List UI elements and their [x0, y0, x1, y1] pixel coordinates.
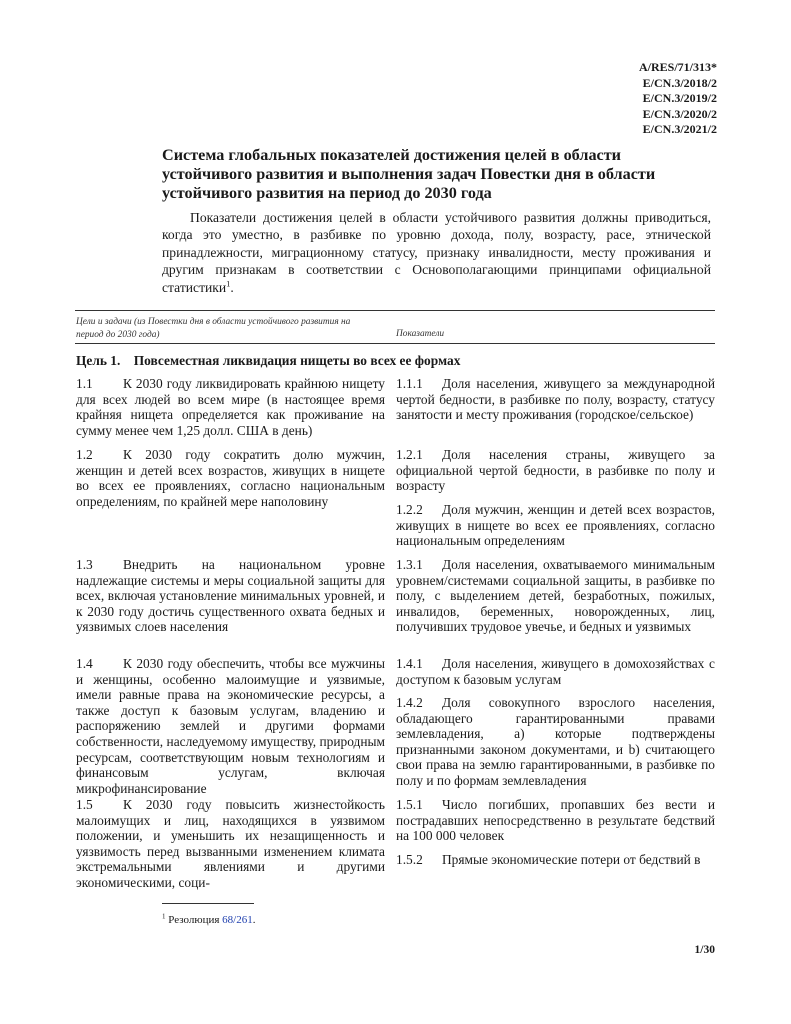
intro-text: Показатели достижения целей в области устойчивого развития должны приводиться, когда это уместно, в разбивке по уровню дохода, полу, возрасту, расе, этнической принадлежности, миграционному статусу, признаку инвалидности, месту проживания и другим признакам в соответствии с Основополагающими принципами официальной статистики	[162, 210, 711, 295]
column-header-goals: Цели и задачи (из Повестки дня в области устойчивого развития на период до 2030 года)	[76, 317, 351, 340]
page-number: 1/30	[694, 944, 715, 956]
indicator-text: Доля мужчин, женщин и детей всех возрастов, живущих в нищете во всех ее проявлениях, согласно национальным определениям	[396, 502, 715, 549]
doc-symbol: A/RES/71/313*	[638, 60, 717, 74]
target-text: Внедрить на национальном уровне надлежащие системы и меры социальной защиты для всех, включая установление минимальных уровней, и к 2030 году достичь существенного охвата бедных и уязвимых слоев населения	[76, 557, 385, 635]
indicator-row	[396, 852, 715, 868]
goal-heading: Цель 1. Повсеместная ликвидация нищеты во всех ее формах	[76, 353, 461, 368]
indicator-row	[396, 797, 715, 844]
indicator-row	[396, 557, 715, 635]
indicator-number: 1.5.1	[396, 797, 423, 812]
intro-paragraph	[162, 209, 711, 296]
indicator-text: Доля совокупного взрослого населения, обладающего гарантированными правами землевладения, а) которые подтверждены признанными законом документами, и b) считающего свои права на землю гарантированными, в разбивке по полу и по формам землевладения	[396, 695, 715, 788]
indicator-text: Доля населения, охватываемого минимальным уровнем/системами социальной защиты, в разбивке по полу, с выделением детей, безработных, пожилых, инвалидов, беременных, новорожденных, лиц, получивших трудовое увечье, и бедных и уязвимых	[396, 557, 715, 635]
target-row	[76, 557, 385, 635]
target-number: 1.2	[76, 447, 93, 462]
indicator-number: 1.3.1	[396, 557, 423, 572]
target-row	[76, 656, 385, 796]
target-number: 1.4	[76, 656, 93, 671]
target-row	[76, 447, 385, 509]
table-header-rule	[75, 343, 715, 344]
indicator-text: Прямые экономические потери от бедствий в	[442, 852, 701, 867]
footnote-mark: 1	[162, 912, 166, 921]
footnote-end: .	[252, 914, 256, 926]
resolution-link[interactable]: 68/261	[222, 914, 253, 926]
document-symbols	[639, 60, 717, 138]
footnote-label: Резолюция	[168, 914, 220, 926]
indicator-text: Доля населения страны, живущего за официальной чертой бедности, в разбивке по полу и возрасту	[396, 447, 715, 494]
doc-symbol: E/CN.3/2020/2	[642, 106, 717, 121]
indicator-text: Число погибших, пропавших без вести и пострадавших непосредственно в результате бедствий на 100 000 человек	[396, 797, 715, 844]
target-row	[76, 797, 385, 891]
footnote	[162, 913, 255, 927]
intro-end: .	[230, 279, 234, 295]
indicator-number: 1.1.1	[396, 376, 423, 391]
target-text: К 2030 году повысить жизнестойкость малоимущих и лиц, находящихся в уязвимом положении, и уменьшить их незащищенность и уязвимость перед вызванными изменением климата экстремальными явлениями и другими экономическими, соци-	[76, 797, 385, 890]
indicator-number: 1.5.2	[396, 852, 423, 867]
indicator-row	[396, 447, 715, 494]
doc-symbol: E/CN.3/2021/2	[642, 122, 717, 136]
document-title: Система глобальных показателей достижения целей в области устойчивого развития и выполнения задач Повестки дня в области устойчивого развития на период до 2030 года	[162, 146, 656, 202]
column-header-indicators: Показатели	[396, 329, 445, 339]
indicator-number: 1.2.1	[396, 447, 423, 462]
target-row	[76, 376, 385, 438]
doc-symbol: E/CN.3/2018/2	[642, 75, 717, 90]
indicator-row	[396, 656, 715, 687]
indicator-text: Доля населения, живущего в домохозяйствах с доступом к базовым услугам	[396, 656, 715, 687]
target-number: 1.5	[76, 797, 93, 812]
footnote-reference[interactable]: 1	[226, 278, 231, 289]
target-text: К 2030 году сократить долю мужчин, женщин и детей всех возрастов, живущих в нищете во всех ее проявлениях, согласно национальным определениям, по крайней мере наполовину	[76, 447, 385, 509]
doc-symbol: E/CN.3/2019/2	[642, 91, 717, 105]
table-top-rule	[75, 310, 715, 311]
footnote-separator	[162, 903, 254, 904]
indicator-row	[396, 376, 715, 423]
target-number: 1.3	[76, 557, 93, 572]
target-number: 1.1	[76, 376, 93, 391]
target-text: К 2030 году ликвидировать крайнюю нищету для всех людей во всем мире (в настоящее время крайняя нищета определяется как проживание на сумму менее чем 1,25 долл. США в день)	[76, 376, 385, 438]
indicator-row	[396, 502, 715, 549]
indicator-number: 1.4.1	[396, 656, 423, 671]
indicator-number: 1.4.2	[396, 695, 423, 710]
indicator-row	[396, 695, 715, 789]
target-text: К 2030 году обеспечить, чтобы все мужчины и женщины, особенно малоимущие и уязвимые, имели равные права на экономические ресурсы, а также доступ к базовым услугам, владению и распоряжению землей и другими формами собственности, наследуемому имуществу, природным ресурсам, соответствующим новым технологиям и финансовым услугам, включая микрофинансирование	[76, 656, 385, 796]
indicator-text: Доля населения, живущего за международной чертой бедности, в разбивке по полу, возрасту, статусу занятости и месту проживания (городское/сельское)	[396, 376, 715, 423]
indicator-number: 1.2.2	[396, 502, 423, 517]
